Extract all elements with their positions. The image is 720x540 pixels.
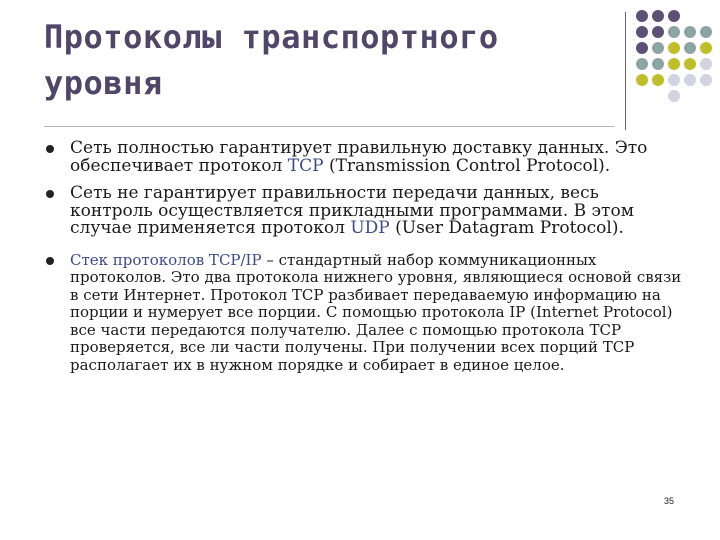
dot <box>684 58 696 70</box>
bullet-text: – стандартный набор коммуникационных протоколов. Это два протокола нижнего уровня, являющиеся основой связи в сети Интернет. Протокол TCP разбивает передаваемую информацию на порции и нумерует все порции. С помощью протокола IP (Internet Protocol) все части передаются получателю. Далее с помощью протокола TCP проверяется, все ли части получены. При получении всех порций TCP располагает их в нужном порядке и собирает в единое целое. <box>70 250 682 375</box>
page-number: 35 <box>664 496 675 506</box>
bullet-icon <box>46 145 54 153</box>
bullet-item-udp <box>44 185 684 238</box>
dot <box>700 58 712 70</box>
dot <box>668 10 680 22</box>
bullet-item-tcp <box>44 140 684 175</box>
dot <box>700 74 712 86</box>
bullet-text: Сеть не гарантирует правильности передачи данных, весь контроль осуществляется прикладными программами. В этом случае применяется протокол <box>70 183 634 238</box>
dot <box>684 26 696 38</box>
dot <box>668 58 680 70</box>
protocol-name-tcp: TCP <box>287 155 324 176</box>
dot <box>668 74 680 86</box>
bullet-text: (User Datagram Protocol). <box>389 218 624 238</box>
vertical-divider <box>625 12 626 130</box>
dot <box>700 42 712 54</box>
dot <box>668 90 680 102</box>
dot <box>668 42 680 54</box>
dot <box>684 74 696 86</box>
bullet-icon <box>46 257 54 265</box>
dot <box>636 58 648 70</box>
decorative-dot-grid <box>636 10 716 110</box>
dot <box>652 42 664 54</box>
dot <box>652 26 664 38</box>
protocol-name-udp: UDP <box>350 218 390 238</box>
horizontal-divider <box>44 126 614 127</box>
bullet-list <box>44 140 684 375</box>
slide-title: Протоколы транспортного уровня <box>44 18 499 102</box>
dot <box>668 26 680 38</box>
dot <box>636 10 648 22</box>
dot <box>636 26 648 38</box>
dot <box>636 42 648 54</box>
bullet-item-tcpip <box>44 252 684 375</box>
bullet-text: Сеть полностью гарантирует правильную доставку данных. Это обеспечивает протокол <box>70 138 648 176</box>
dot <box>636 74 648 86</box>
dot <box>652 58 664 70</box>
dot <box>652 74 664 86</box>
dot <box>684 42 696 54</box>
protocol-stack-name: Стек протоколов TCP/IP <box>70 250 262 269</box>
bullet-text: (Transmission Control Protocol). <box>323 155 611 176</box>
dot <box>652 10 664 22</box>
bullet-icon <box>46 190 54 198</box>
dot <box>700 26 712 38</box>
